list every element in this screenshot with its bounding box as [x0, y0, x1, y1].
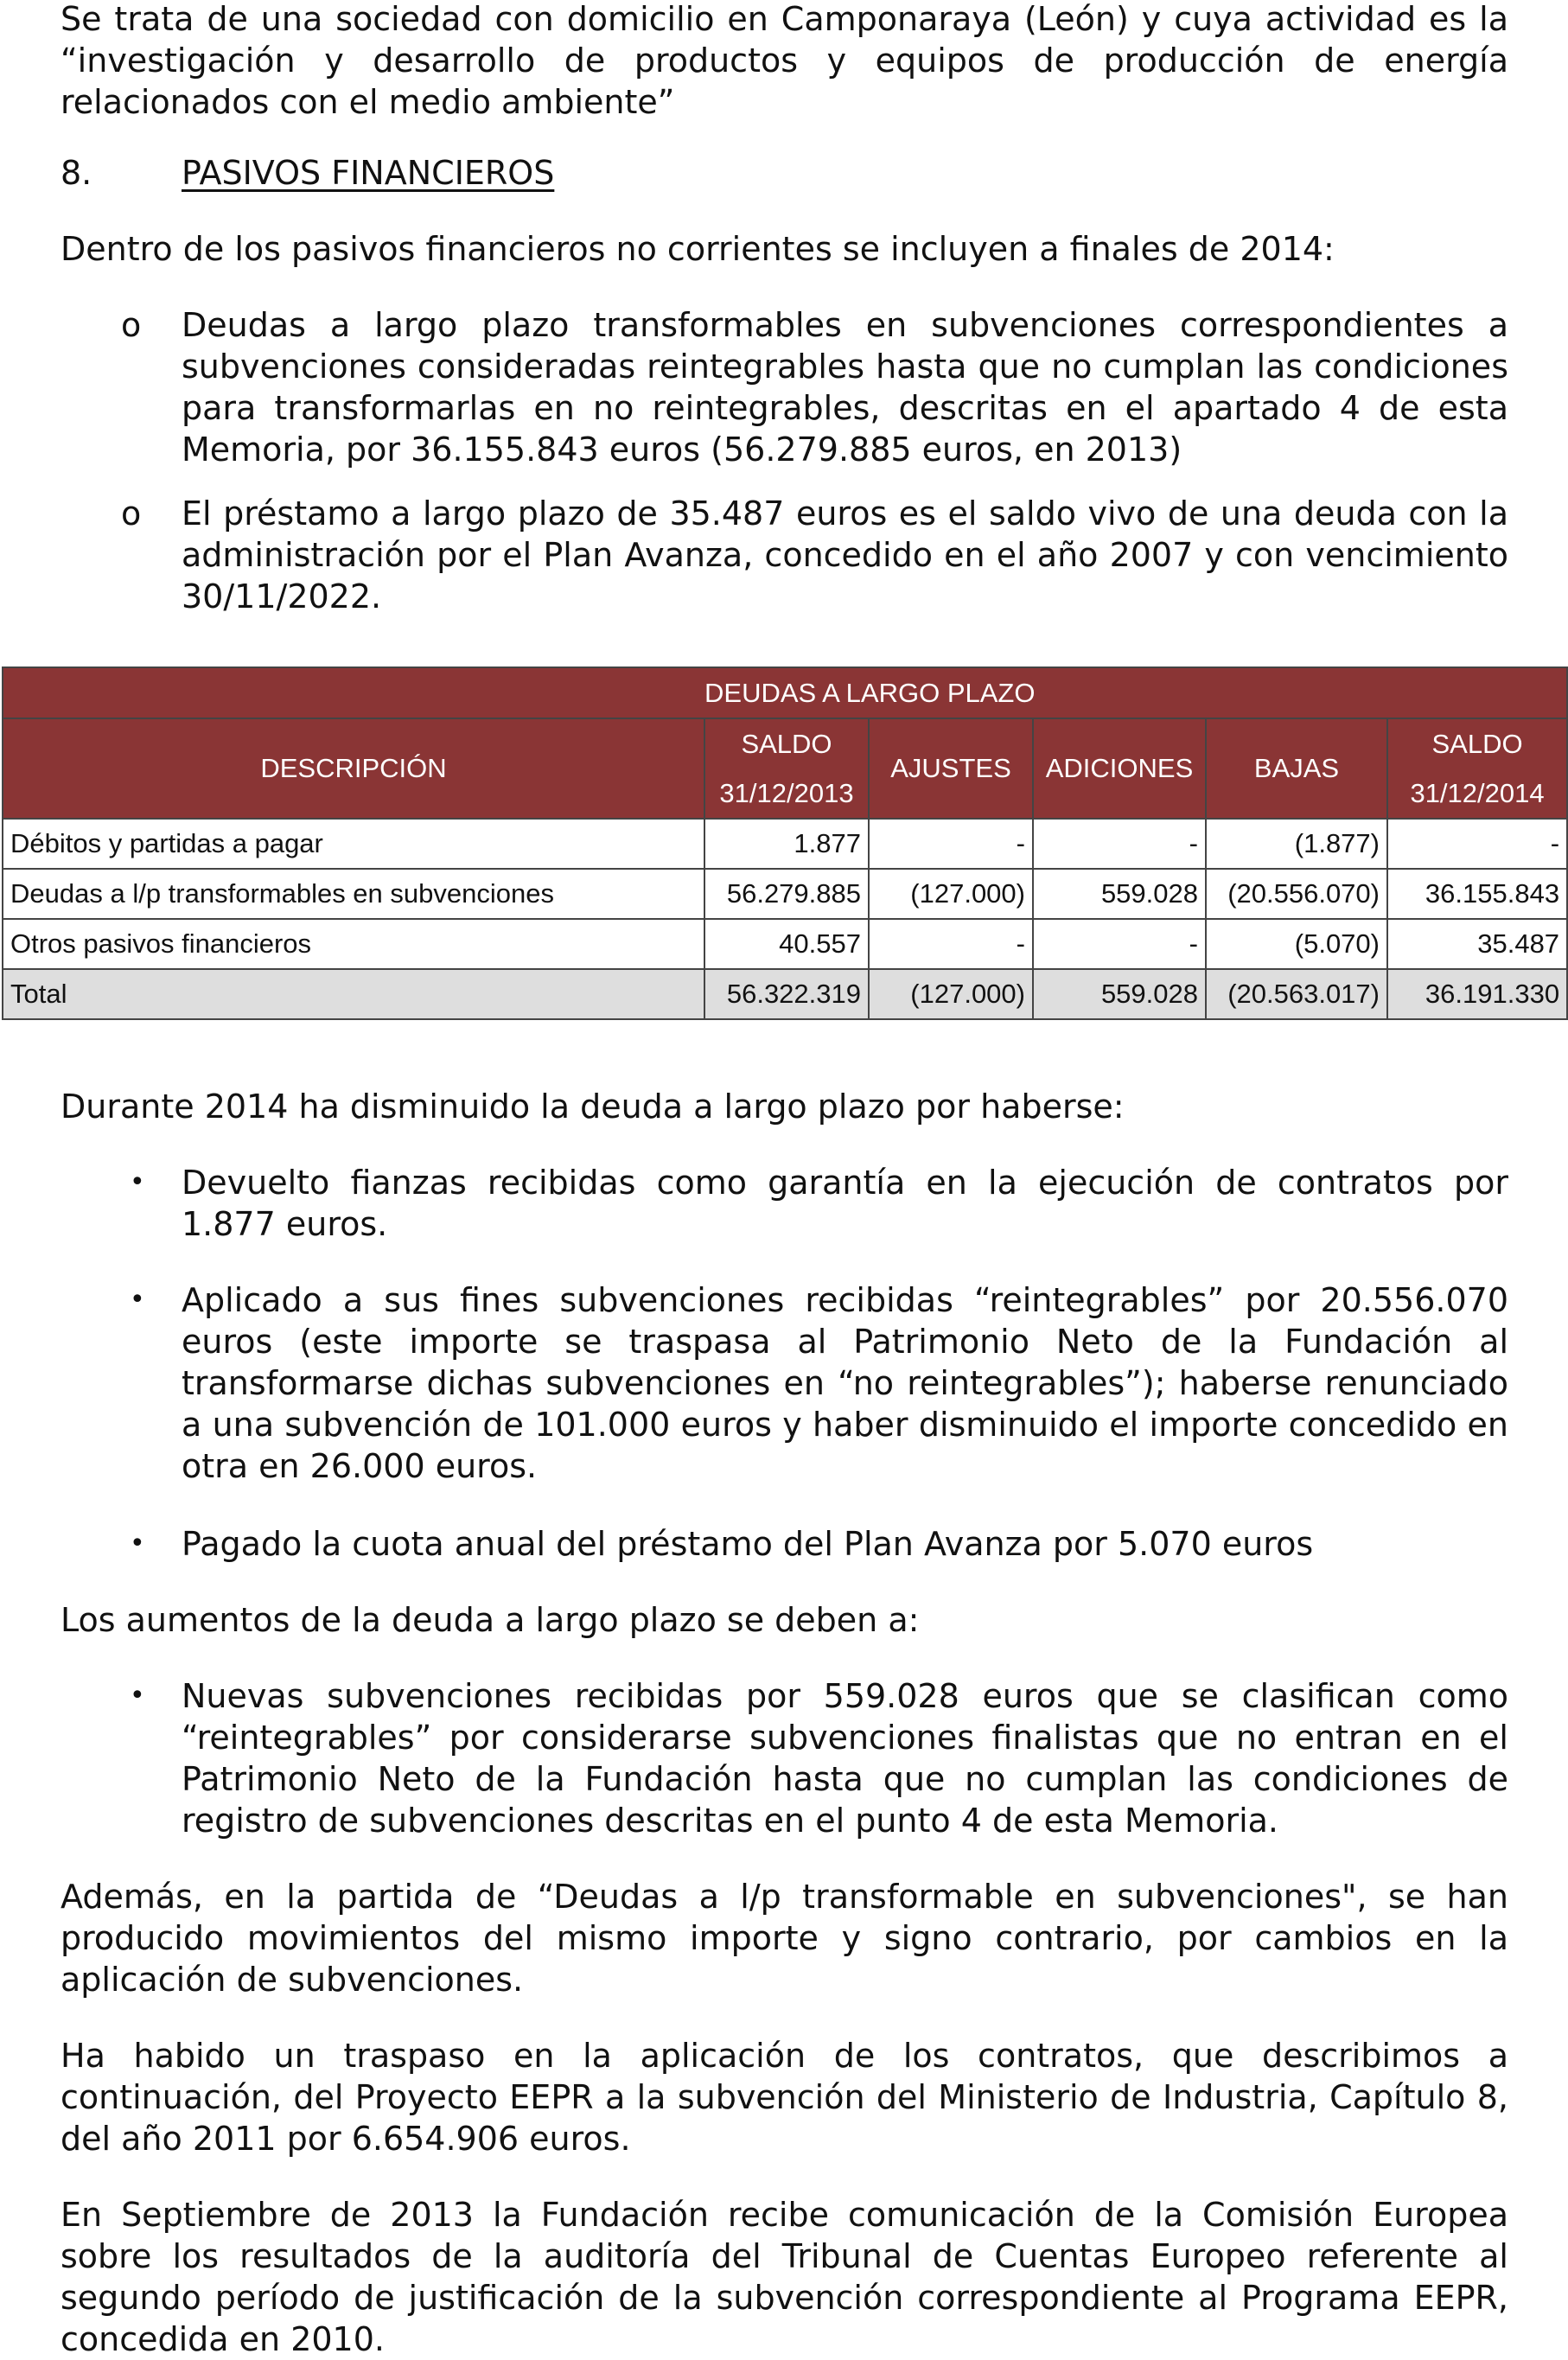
section-number: 8.: [61, 154, 92, 192]
cell-total-saldo-2013: 56.322.319: [704, 969, 869, 1019]
cell-adiciones: 559.028: [1033, 869, 1206, 919]
table-corner: [3, 667, 704, 718]
header-saldo-2014-bottom: 31/12/2014: [1387, 769, 1567, 819]
bullet-item: [61, 1279, 1508, 1487]
section-title: PASIVOS FINANCIEROS: [182, 154, 555, 192]
cell-ajustes: (127.000): [869, 869, 1033, 919]
cell-saldo-2013: 1.877: [704, 819, 869, 869]
traspaso-paragraph: Ha habido un traspaso en la aplicación de los contratos, que describimos a continuación, del Proyecto EEPR a la subvención del Ministerio de Industria, Capítulo 8, del año 2011 por 6.654.906 euros.: [61, 2037, 1508, 2158]
header-saldo-2013-bottom: 31/12/2013: [704, 769, 869, 819]
cell-total-bajas: (20.563.017): [1206, 969, 1387, 1019]
increase-paragraph: Los aumentos de la deuda a largo plazo se deben a:: [61, 1601, 920, 1639]
bullet-text: Nuevas subvenciones recibidas por 559.028 euros que se clasifican como “reintegrables” por considerarse subvenciones finalistas que no entran en el Patrimonio Neto de la Fundación hasta que no cumplan las condiciones de registro de subvenciones descritas en el punto 4 de esta Memoria.: [182, 1677, 1508, 1840]
cell-bajas: (20.556.070): [1206, 869, 1387, 919]
header-saldo-2013-top: SALDO: [704, 718, 869, 769]
cell-descripcion: Deudas a l/p transformables en subvenciones: [3, 869, 704, 919]
cell-bajas: (5.070): [1206, 919, 1387, 969]
bullet-text: Pagado la cuota anual del préstamo del Plan Avanza por 5.070 euros: [182, 1525, 1314, 1563]
list-item: [61, 493, 1508, 617]
cell-saldo-2014: 36.155.843: [1387, 869, 1567, 919]
list-item-text: Deudas a largo plazo transformables en subvenciones correspondientes a subvenciones consideradas reintegrables hasta que no cumplan las condiciones para transformarlas en no reintegrables, descritas en el apartado 4 de esta Memoria, por 36.155.843 euros (56.279.885 euros, en 2013): [182, 306, 1508, 469]
header-adiciones: ADICIONES: [1033, 718, 1206, 819]
bullet-marker: •: [130, 1285, 145, 1315]
header-descripcion: DESCRIPCIÓN: [3, 718, 704, 819]
cell-descripcion: Otros pasivos financieros: [3, 919, 704, 969]
cell-descripcion: Débitos y partidas a pagar: [3, 819, 704, 869]
bullet-item: [61, 1523, 1508, 1565]
cell-saldo-2014: 35.487: [1387, 919, 1567, 969]
bullet-marker: •: [130, 1528, 145, 1559]
list-marker: o: [121, 494, 142, 533]
cell-ajustes: -: [869, 919, 1033, 969]
table-row: [3, 819, 1567, 869]
cell-saldo-2014: -: [1387, 819, 1567, 869]
list-item: [61, 304, 1508, 470]
bullet-item: [61, 1162, 1508, 1245]
ademas-paragraph: Además, en la partida de “Deudas a l/p transformable en subvenciones", se han producido movimientos del mismo importe y signo contrario, por cambios en la aplicación de subvenciones.: [61, 1878, 1508, 1999]
table-title: DEUDAS A LARGO PLAZO: [704, 667, 1567, 718]
intro-paragraph: Se trata de una sociedad con domicilio en Camponaraya (León) y cuya actividad es la “investigación y desarrollo de productos y equipos de producción de energía relacionados con el medio ambiente”: [61, 0, 1508, 121]
lead-paragraph: Dentro de los pasivos financieros no corrientes se incluyen a finales de 2014:: [61, 230, 1335, 268]
table-row: [3, 869, 1567, 919]
septiembre-paragraph: En Septiembre de 2013 la Fundación recibe comunicación de la Comisión Europea sobre los resultados de la auditoría del Tribunal de Cuentas Europeo referente al segundo período de justificación de la subvención correspondiente al Programa EEPR, concedida en 2010.: [61, 2196, 1508, 2358]
cell-total-saldo-2014: 36.191.330: [1387, 969, 1567, 1019]
cell-bajas: (1.877): [1206, 819, 1387, 869]
header-ajustes: AJUSTES: [869, 718, 1033, 819]
list-marker: o: [121, 306, 142, 344]
header-saldo-2014-top: SALDO: [1387, 718, 1567, 769]
cell-total-ajustes: (127.000): [869, 969, 1033, 1019]
bullet-text: Devuelto fianzas recibidas como garantía en la ejecución de contratos por 1.877 euros.: [182, 1164, 1508, 1243]
cell-adiciones: -: [1033, 819, 1206, 869]
header-bajas: BAJAS: [1206, 718, 1387, 819]
decrease-paragraph: Durante 2014 ha disminuido la deuda a largo plazo por haberse:: [61, 1088, 1125, 1126]
debt-table: [2, 667, 1568, 1020]
cell-adiciones: -: [1033, 919, 1206, 969]
bullet-marker: •: [130, 1167, 145, 1197]
cell-ajustes: -: [869, 819, 1033, 869]
cell-saldo-2013: 40.557: [704, 919, 869, 969]
table-total-row: [3, 969, 1567, 1019]
bullet-text: Aplicado a sus fines subvenciones recibidas “reintegrables” por 20.556.070 euros (este importe se traspasa al Patrimonio Neto de la Fundación al transformarse dichas subvenciones en “no reintegrables”); haberse renunciado a una subvención de 101.000 euros y haber disminuido el importe concedido en otra en 26.000 euros.: [182, 1281, 1508, 1485]
section-heading: [61, 152, 554, 194]
cell-saldo-2013: 56.279.885: [704, 869, 869, 919]
cell-total-adiciones: 559.028: [1033, 969, 1206, 1019]
bullet-item: [61, 1675, 1508, 1841]
table-row: [3, 919, 1567, 969]
bullet-marker: •: [130, 1681, 145, 1711]
list-item-text: El préstamo a largo plazo de 35.487 euros es el saldo vivo de una deuda con la administración por el Plan Avanza, concedido en el año 2007 y con vencimiento 30/11/2022.: [182, 494, 1508, 616]
cell-total-label: Total: [3, 969, 704, 1019]
